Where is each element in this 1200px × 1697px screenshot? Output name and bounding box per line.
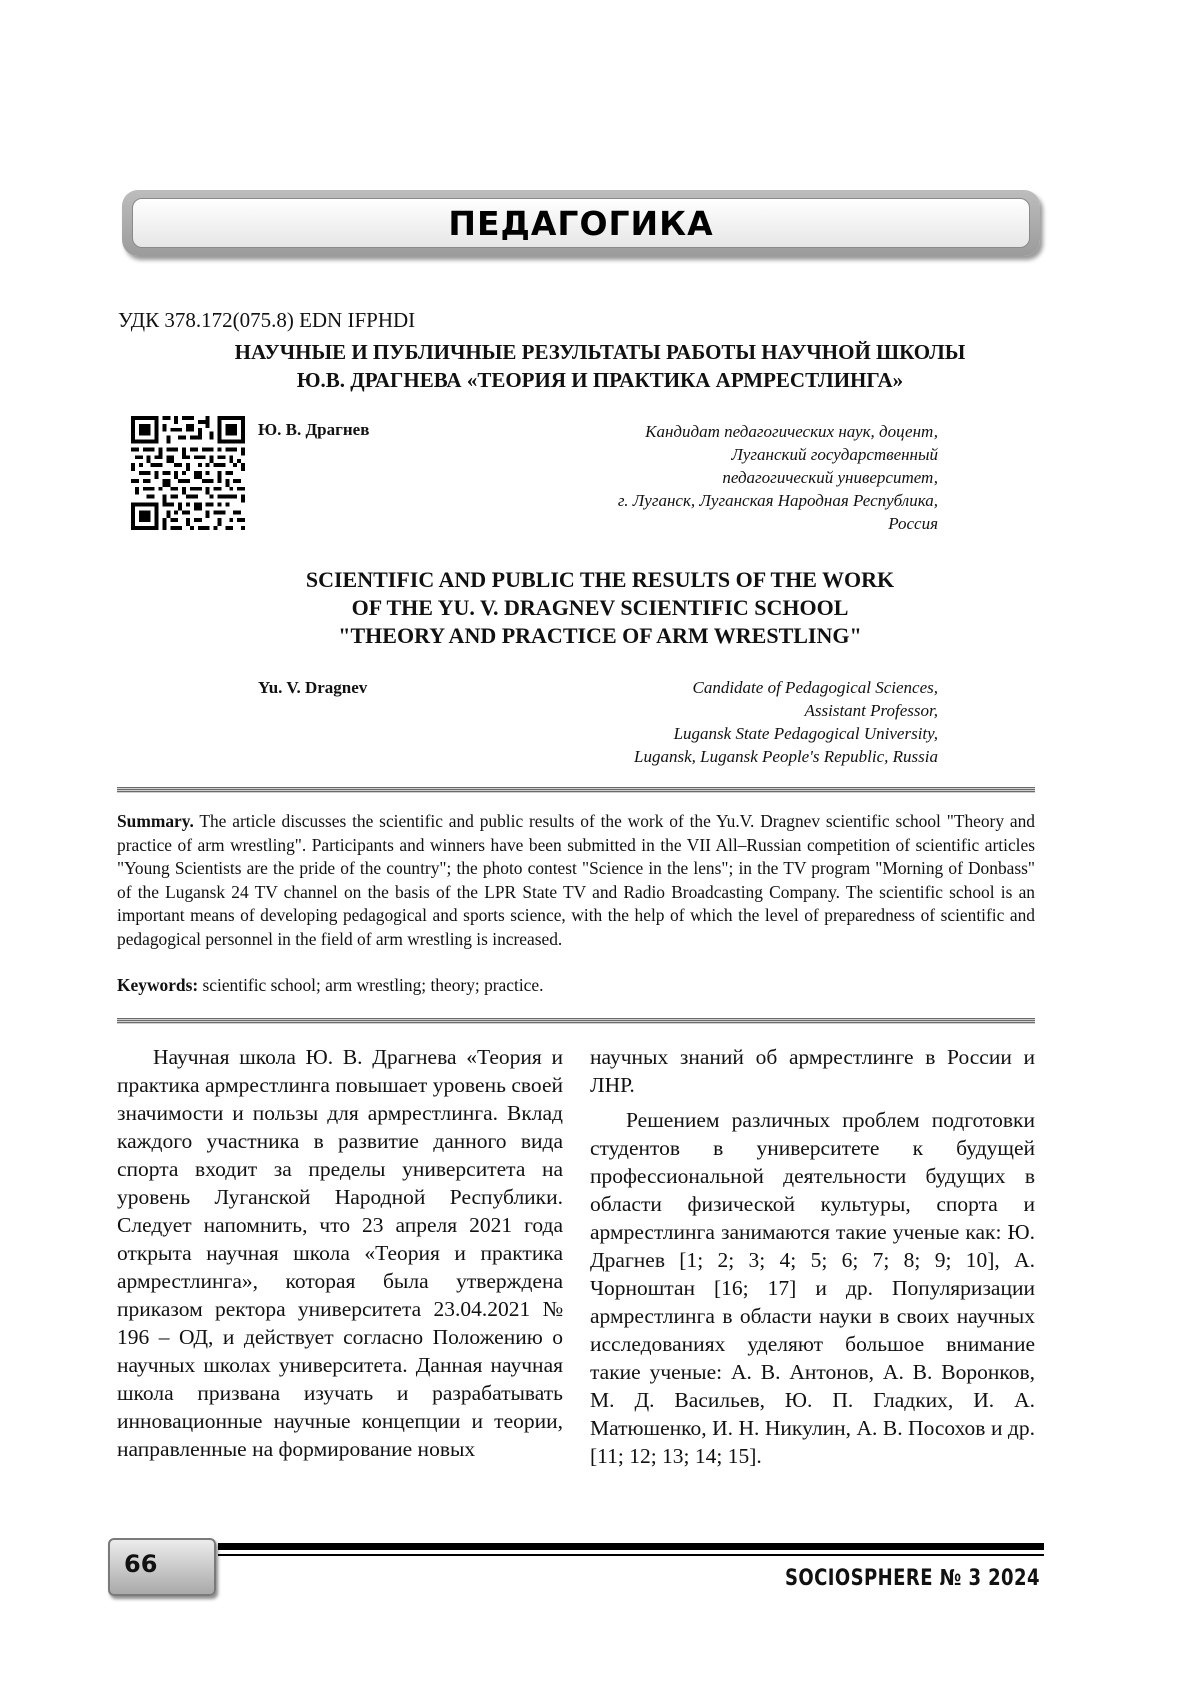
article-title-ru <box>100 338 1100 394</box>
author-name-en: Yu. V. Dragnev <box>258 678 368 697</box>
affiliation-line: г. Луганск, Луганская Народная Республика, <box>617 491 938 510</box>
title-en-line: SCIENTIFIC AND PUBLIC THE RESULTS OF THE WORK <box>305 567 895 592</box>
summary-text: The article discusses the scientific and public results of the work of the Yu.V. Dragnev scientific school "Theory and practice of arm wrestling". Participants and winners have been submitted in the VII All–Russian competition of scientific articles "Young Scientists are the pride of the country"; the photo contest "Science in the lens"; in the TV program "Morning of Donbass" of the Lugansk 24 TV channel on the basis of the LPR State TV and Radio Broadcasting Company. The scientific school is an important means of developing pedagogical and sports science, with the help of which the level of preparedness of scientific and pedagogical personnel in the field of arm wrestling is increased. <box>117 811 1035 949</box>
section-title: ПЕДАГОГИКА <box>448 203 714 243</box>
body-column-right <box>590 1043 1035 1470</box>
summary-bottom-rule <box>117 1018 1035 1024</box>
footer-rule-thin <box>218 1554 1044 1556</box>
keywords-label: Keywords: <box>117 975 199 995</box>
affiliation-line: Россия <box>888 514 938 533</box>
affiliation-line: Кандидат педагогических наук, доцент, <box>645 422 938 441</box>
section-banner <box>122 190 1040 256</box>
title-en-line: "THEORY AND PRACTICE OF ARM WRESTLING" <box>338 623 862 648</box>
affiliation-line: Луганский государственный <box>731 445 938 464</box>
journal-name: SOCIOSPHERE № 3 2024 <box>785 1566 1040 1591</box>
page-number-box <box>108 1538 216 1596</box>
affiliation-line: педагогический университет, <box>722 468 938 487</box>
body-paragraph: Решением различных проблем подготовки студентов в университете к будущей профессиональной деятельности будущих в области физической культуры, спорта и армрестлинга занимаются такие ученые как: Ю. Драгнев [1; 2; 3; 4; 5; 6; 7; 8; 9; 10], А. Чорноштан [16; 17] и др. Популяризации армрестлинга в области науки в своих научных исследованиях уделяют большое внимание такие ученые: А. В. Антонов, А. В. Воронков, М. Д. Васильев, Ю. П. Гладких, И. А. Матюшенко, И. Н. Никулин, А. В. Посохов и др. [11; 12; 13; 14; 15]. <box>590 1108 1035 1468</box>
body-paragraph: научных знаний об армрестлинге в России и ЛНР. <box>590 1045 1035 1097</box>
author-name-ru: Ю. В. Драгнев <box>258 420 370 439</box>
affiliation-line: Assistant Professor, <box>804 701 938 720</box>
keywords-line <box>117 974 1035 998</box>
author-affiliation-ru <box>518 420 938 535</box>
body-column-left <box>117 1043 563 1463</box>
footer-rule-thick <box>218 1543 1044 1550</box>
title-ru-line: Ю.В. ДРАГНЕВА «ТЕОРИЯ И ПРАКТИКА АРМРЕСТЛИНГА» <box>296 368 904 392</box>
title-ru-line: НАУЧНЫЕ И ПУБЛИЧНЫЕ РЕЗУЛЬТАТЫ РАБОТЫ НАУЧНОЙ ШКОЛЫ <box>234 340 966 364</box>
summary-top-rule <box>117 787 1035 793</box>
affiliation-line: Candidate of Pedagogical Sciences, <box>692 678 938 697</box>
section-banner-inner <box>132 198 1030 248</box>
title-en-line: OF THE YU. V. DRAGNEV SCIENTIFIC SCHOOL <box>351 595 849 620</box>
author-affiliation-en <box>518 676 938 768</box>
qr-code-icon <box>131 416 245 530</box>
page-number: 66 <box>124 1550 158 1578</box>
article-title-en <box>100 566 1100 650</box>
keywords-text: scientific school; arm wrestling; theory; practice. <box>198 975 544 995</box>
affiliation-line: Lugansk, Lugansk People's Republic, Russia <box>634 747 938 766</box>
summary-paragraph <box>117 810 1035 951</box>
summary-label: Summary. <box>117 811 194 831</box>
affiliation-line: Lugansk State Pedagogical University, <box>673 724 938 743</box>
body-paragraph: Научная школа Ю. В. Драгнева «Теория и практика армрестлинга повышает уровень своей значимости и пользы для армрестлинга. Вклад каждого участника в развитие данного вида спорта входит за пределы университета на уровень Луганской Народной Республики. Следует напомнить, что 23 апреля 2021 года открыта научная школа «Теория и практика армрестлинга», которая была утверждена приказом ректора университета 23.04.2021 № 196 – ОД, и действует согласно Положению о научных школах университета. Данная научная школа призвана изучать и разрабатывать инновационные научные концепции и теории, направленные на формирование новых <box>117 1045 563 1461</box>
udk-code: УДК 378.172(075.8) EDN IFPHDI <box>118 308 416 332</box>
